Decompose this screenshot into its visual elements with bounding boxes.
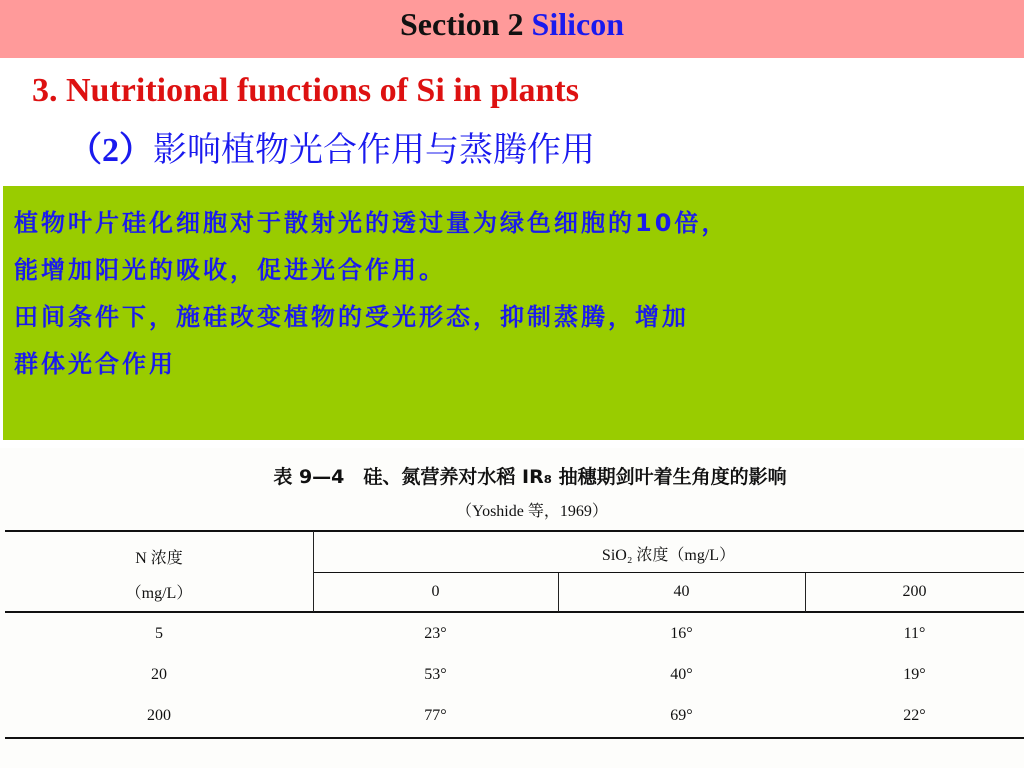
row-header-unit: （mg/L） — [125, 585, 193, 602]
column-header-200: 200 — [902, 583, 927, 600]
table-cell: 77° — [424, 707, 447, 724]
table-cell: 11° — [903, 625, 926, 642]
table-row-n: 5 — [155, 625, 163, 642]
subtitle-english: 3. Nutritional functions of Si in plants — [32, 72, 579, 109]
table-header-rule — [5, 611, 1024, 613]
table-row-n: 200 — [147, 707, 171, 724]
table-group-rule — [313, 572, 1024, 573]
green-line-4: 群体光合作用 — [14, 350, 176, 378]
table-cell: 23° — [424, 625, 447, 642]
table-cell: 53° — [424, 666, 447, 683]
section-title — [0, 6, 1024, 43]
green-line-1: 植物叶片硅化细胞对于散射光的透过量为绿色细胞的10倍， — [14, 209, 729, 237]
green-line-2: 能增加阳光的吸收，促进光合作用。 — [14, 256, 446, 284]
table-cell: 40° — [670, 666, 693, 683]
table-cell: 22° — [903, 707, 926, 724]
green-box-text — [14, 200, 1024, 388]
column-header-40: 40 — [673, 583, 690, 600]
table-row-n: 20 — [151, 666, 167, 683]
section-prefix: Section 2 — [399, 6, 524, 42]
table-top-rule — [5, 530, 1024, 532]
subtitle-chinese-text: 影响植物光合作用与蒸腾作用 — [153, 130, 595, 170]
table-cell: 16° — [670, 625, 693, 642]
section-name: Silicon — [531, 6, 624, 42]
subtitle-chinese — [68, 122, 595, 171]
row-header-label: N 浓度 — [135, 550, 183, 567]
table-cell: 19° — [903, 666, 926, 683]
group-header: SiO₂ 浓度（mg/L） — [601, 547, 736, 564]
table-source: （Yoshide 等，1969） — [456, 503, 608, 520]
column-header-0: 0 — [431, 583, 440, 600]
table-bottom-rule — [5, 737, 1024, 739]
green-line-3: 田间条件下，施硅改变植物的受光形态，抑制蒸腾，增加 — [14, 303, 689, 331]
subtitle-number: （2） — [68, 132, 153, 169]
table-title: 表 9—4 硅、氮营养对水稻 IR₈ 抽穗期剑叶着生角度的影响 — [273, 466, 787, 488]
table-cell: 69° — [670, 707, 693, 724]
